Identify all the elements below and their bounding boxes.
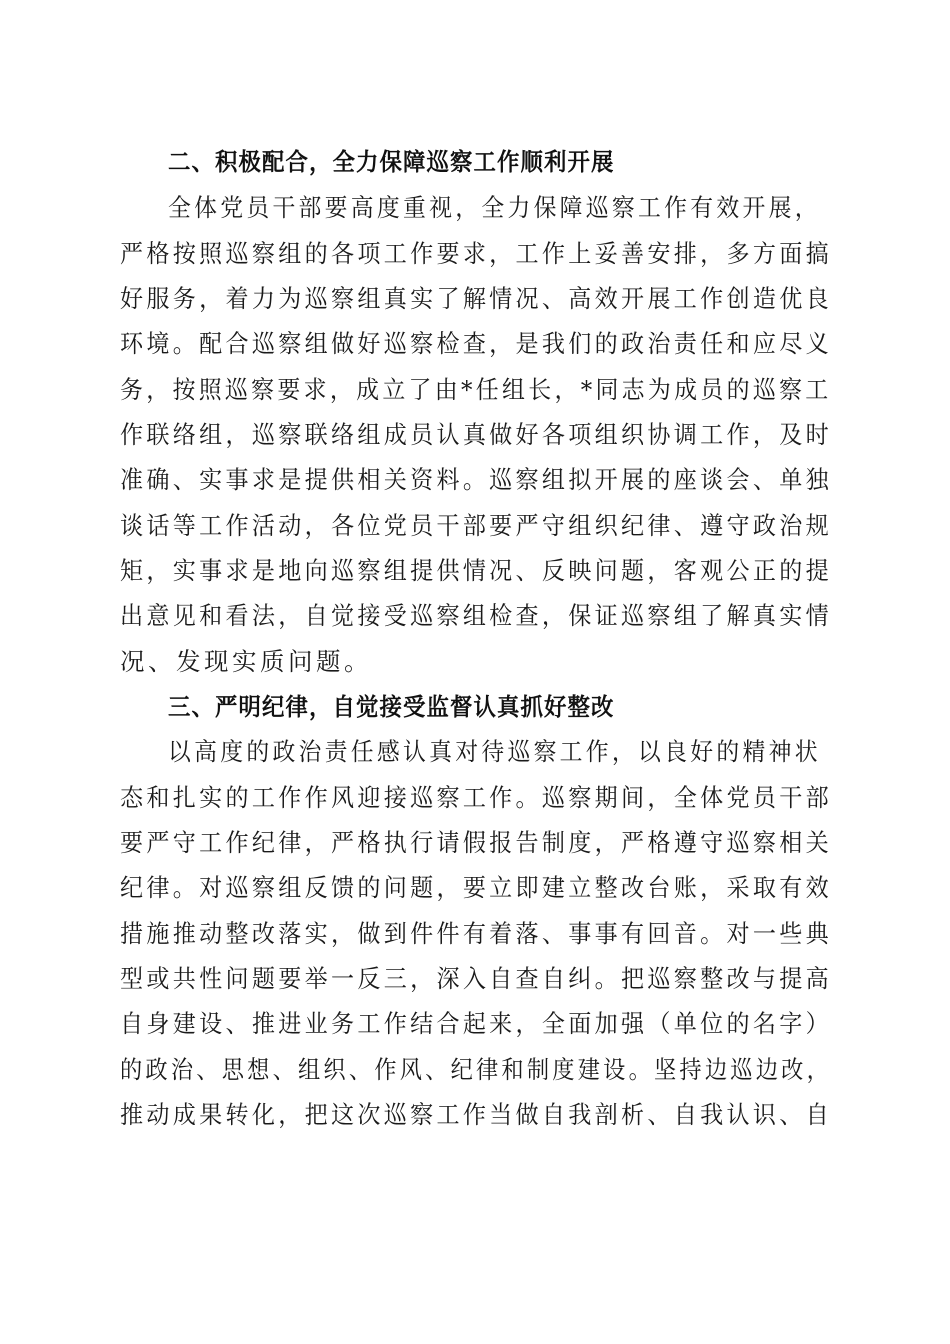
paragraph-line: 要严守工作纪律，严格执行请假报告制度，严格遵守巡察相关 xyxy=(120,828,832,857)
paragraph-line: 措施推动整改落实，做到件件有着落、事事有回音。对一些典 xyxy=(120,919,832,948)
paragraph-line: 准确、实事求是提供相关资料。巡察组拟开展的座谈会、单独 xyxy=(120,465,832,494)
paragraph-line: 谈话等工作活动，各位党员干部要严守组织纪律、遵守政治规 xyxy=(120,511,832,540)
paragraph-line: 纪律。对巡察组反馈的问题，要立即建立整改台账，采取有效 xyxy=(120,873,832,902)
paragraph-line: 务，按照巡察要求，成立了由*任组长，*同志为成员的巡察工 xyxy=(120,375,832,404)
paragraph-line: 况、发现实质问题。 xyxy=(120,647,372,676)
paragraph-line: 好服务，着力为巡察组真实了解情况、高效开展工作创造优良 xyxy=(120,284,832,313)
paragraph-line: 推动成果转化，把这次巡察工作当做自我剖析、自我认识、自 xyxy=(120,1100,832,1129)
paragraph-line: 全体党员干部要高度重视，全力保障巡察工作有效开展， xyxy=(168,193,821,222)
paragraph-line: 作联络组，巡察联络组成员认真做好各项组织协调工作，及时 xyxy=(120,420,832,449)
paragraph-line: 矩，实事求是地向巡察组提供情况、反映问题，客观公正的提 xyxy=(120,556,832,585)
paragraph-line: 以高度的政治责任感认真对待巡察工作，以良好的精神状 xyxy=(168,737,821,766)
paragraph-line: 自身建设、推进业务工作结合起来，全面加强（单位的名字） xyxy=(120,1009,832,1038)
paragraph-line: 的政治、思想、组织、作风、纪律和制度建设。坚持边巡边改， xyxy=(120,1055,832,1084)
section-heading: 二、积极配合，全力保障巡察工作顺利开展 xyxy=(168,148,615,176)
paragraph-line: 态和扎实的工作作风迎接巡察工作。巡察期间，全体党员干部 xyxy=(120,783,832,812)
paragraph-line: 出意见和看法，自觉接受巡察组检查，保证巡察组了解真实情 xyxy=(120,601,832,630)
paragraph-line: 型或共性问题要举一反三，深入自查自纠。把巡察整改与提高 xyxy=(120,964,832,993)
paragraph-line: 环境。配合巡察组做好巡察检查，是我们的政治责任和应尽义 xyxy=(120,329,832,358)
section-heading: 三、严明纪律，自觉接受监督认真抓好整改 xyxy=(168,693,615,721)
paragraph-line: 严格按照巡察组的各项工作要求，工作上妥善安排，多方面搞 xyxy=(120,239,832,268)
